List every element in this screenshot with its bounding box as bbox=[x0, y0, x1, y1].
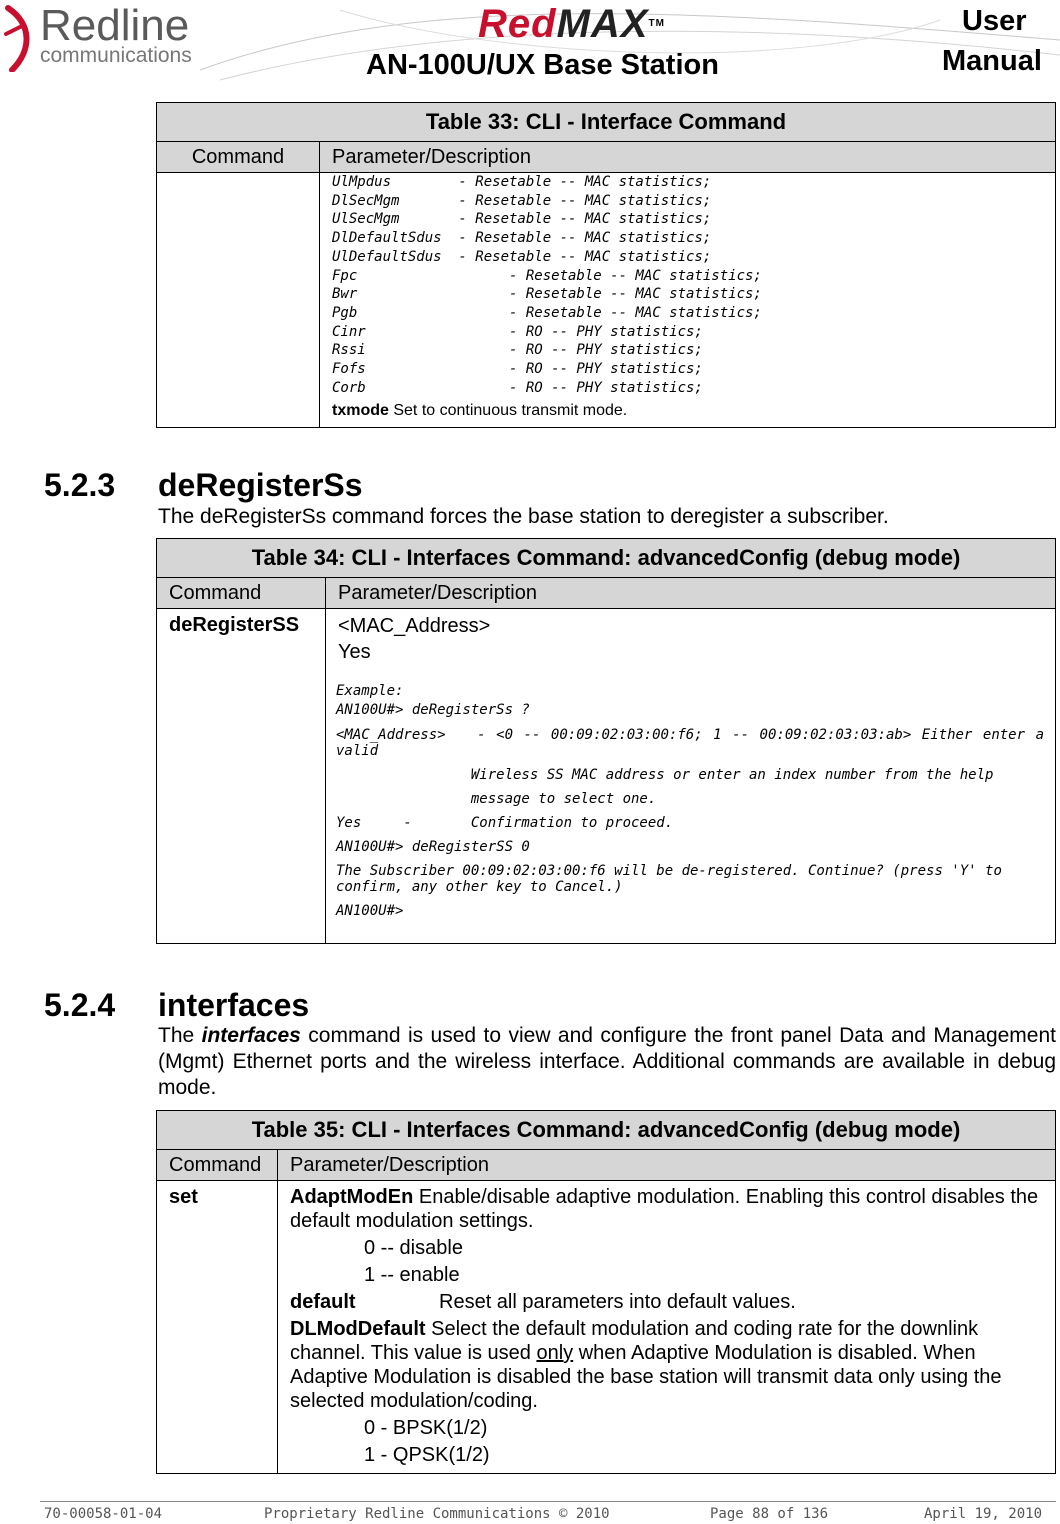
dlmoddefault-desc: Select the default modulation and coding rate for the downlink channel. This value is used bbox=[290, 1318, 979, 1364]
redmax-logo bbox=[478, 2, 665, 46]
section-title: deRegisterSs bbox=[158, 467, 363, 503]
command-cell bbox=[157, 1181, 278, 1474]
body-emphasis: interfaces bbox=[201, 1024, 301, 1047]
command-cell bbox=[157, 609, 326, 944]
example-line: <MAC_Address> - <0 -- 00:09:02:03:00:f6; 1 -- 00:09:02:03:03:ab> Either enter a valid bbox=[336, 727, 1053, 759]
column-header-command: Command bbox=[157, 1150, 278, 1181]
dlmoddefault-emphasis: only bbox=[536, 1342, 574, 1364]
param-mac-address: <MAC_Address> bbox=[338, 615, 491, 637]
command-name: deRegisterSS bbox=[169, 614, 300, 636]
redmax-logo-red: Red bbox=[478, 2, 557, 46]
option-item: 1 - QPSK(1/2) bbox=[364, 1444, 490, 1466]
code-line: Corb - RO -- PHY statistics; bbox=[332, 379, 703, 396]
code-line: DlSecMgm - Resetable -- MAC statistics; bbox=[332, 192, 712, 209]
column-header-command: Command bbox=[157, 142, 320, 173]
example-label: Example: bbox=[336, 683, 404, 699]
trademark-mark: TM bbox=[648, 18, 665, 29]
footer-date: April 19, 2010 bbox=[924, 1506, 1043, 1522]
example-line: AN100U#> deRegisterSS 0 bbox=[336, 839, 530, 855]
footer-doc-number: 70-00058-01-04 bbox=[44, 1506, 163, 1522]
section-body: The deRegisterSs command forces the base station to deregister a subscriber. bbox=[158, 505, 889, 528]
page-header bbox=[0, 0, 1060, 92]
doc-type-line2: Manual bbox=[942, 45, 1042, 77]
param-cell bbox=[326, 609, 1056, 944]
default-row bbox=[290, 1290, 1043, 1314]
param-cell bbox=[320, 173, 1056, 428]
company-name: Redline bbox=[40, 1, 190, 50]
column-header-param: Parameter/Description bbox=[326, 578, 1056, 609]
txmode-desc: Set to continuous transmit mode. bbox=[388, 402, 628, 420]
footer-rule bbox=[40, 1501, 1056, 1502]
code-line: Rssi - RO -- PHY statistics; bbox=[332, 342, 703, 359]
example-line: Wireless SS MAC address or enter an index number from the help bbox=[336, 767, 994, 783]
code-line: Fofs - RO -- PHY statistics; bbox=[332, 361, 703, 378]
column-header-param: Parameter/Description bbox=[278, 1150, 1056, 1181]
code-line: Fpc - Resetable -- MAC statistics; bbox=[332, 267, 762, 284]
redline-logo-icon bbox=[2, 4, 38, 72]
table-33 bbox=[156, 102, 1056, 428]
command-cell bbox=[157, 173, 320, 428]
command-name: set bbox=[169, 1186, 198, 1208]
table-caption: Table 34: CLI - Interfaces Command: advancedConfig (debug mode) bbox=[157, 539, 1056, 578]
footer-page-number: Page 88 of 136 bbox=[710, 1506, 829, 1522]
section-title: interfaces bbox=[158, 987, 310, 1023]
table-caption: Table 33: CLI - Interface Command bbox=[157, 103, 1056, 142]
code-line: UlMpdus - Resetable -- MAC statistics; bbox=[332, 174, 712, 190]
code-line: Cinr - RO -- PHY statistics; bbox=[332, 323, 703, 340]
dlmoddefault-row bbox=[290, 1317, 1043, 1413]
code-line: Bwr - Resetable -- MAC statistics; bbox=[332, 286, 762, 303]
body-text: The bbox=[158, 1024, 202, 1047]
adaptmoden-label: AdaptModEn bbox=[290, 1186, 414, 1208]
redmax-logo-black: MAX bbox=[556, 2, 649, 46]
param-cell bbox=[278, 1181, 1056, 1474]
section-number: 5.2.4 bbox=[44, 987, 116, 1023]
dlmoddefault-desc: when Adaptive Modulation is disabled. When Adaptive Modulation is disabled the base station will transmit data only using the selected modulation/coding. bbox=[290, 1342, 1002, 1412]
default-desc: Reset all parameters into default values. bbox=[439, 1291, 796, 1313]
footer-copyright: Proprietary Redline Communications © 2010 bbox=[264, 1506, 610, 1522]
table-caption: Table 35: CLI - Interfaces Command: advancedConfig (debug mode) bbox=[157, 1111, 1056, 1150]
param-yes: Yes bbox=[338, 641, 371, 663]
column-header-param: Parameter/Description bbox=[320, 142, 1056, 173]
section-body bbox=[158, 1023, 1056, 1101]
section-number: 5.2.3 bbox=[44, 467, 116, 503]
doc-type-line1: User bbox=[962, 5, 1027, 37]
code-line: UlDefaultSdus - Resetable -- MAC statistics; bbox=[332, 248, 712, 265]
code-line: UlSecMgm - Resetable -- MAC statistics; bbox=[332, 211, 712, 228]
dlmoddefault-label: DLModDefault bbox=[290, 1318, 426, 1340]
default-label: default bbox=[290, 1291, 356, 1313]
table-35 bbox=[156, 1110, 1056, 1474]
example-line: AN100U#> bbox=[336, 903, 404, 919]
code-line: Pgb - Resetable -- MAC statistics; bbox=[332, 304, 762, 321]
column-header-command: Command bbox=[157, 578, 326, 609]
example-line: message to select one. bbox=[336, 791, 657, 807]
company-tagline: communications bbox=[40, 44, 192, 67]
example-line: Yes - Confirmation to proceed. bbox=[336, 815, 674, 831]
code-line: DlDefaultSdus - Resetable -- MAC statistics; bbox=[332, 230, 712, 247]
example-line: The Subscriber 00:09:02:03:00:f6 will be de-registered. Continue? (press 'Y' to confirm, any other key to Cancel.) bbox=[336, 863, 1002, 895]
txmode-label: txmode bbox=[332, 402, 389, 420]
option-item: 1 -- enable bbox=[364, 1264, 460, 1286]
example-line: AN100U#> deRegisterSs ? bbox=[336, 702, 530, 718]
table-34 bbox=[156, 538, 1056, 944]
body-text: command is used to view and configure the front panel Data and Management (Mgmt) Ethernet ports and the wireless interface. Additional commands are available in debug mode. bbox=[158, 1024, 1056, 1099]
option-item: 0 - BPSK(1/2) bbox=[364, 1417, 488, 1439]
adaptmoden-desc: Enable/disable adaptive modulation. Enabling this control disables the default modulation settings. bbox=[290, 1186, 1039, 1232]
adaptmoden-row bbox=[290, 1185, 1043, 1233]
option-item: 0 -- disable bbox=[364, 1237, 463, 1259]
product-name: AN-100U/UX Base Station bbox=[366, 49, 719, 81]
txmode-row bbox=[332, 399, 1055, 423]
